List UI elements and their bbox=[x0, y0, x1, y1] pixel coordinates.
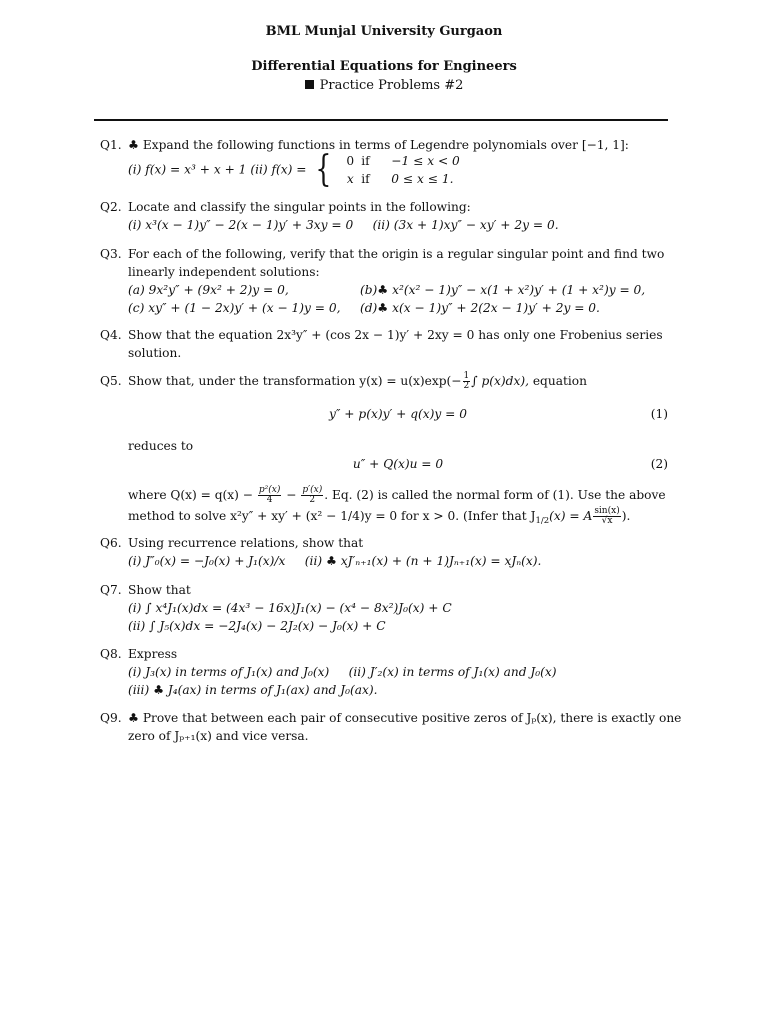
question-text: where Q(x) = q(x) − bbox=[128, 488, 254, 502]
question-text: . Eq. (2) is called the normal form of (1). Use the above bbox=[324, 488, 666, 502]
minus-sign: − bbox=[286, 488, 297, 502]
equation-number: (1) bbox=[650, 407, 668, 421]
question-label: Q8. bbox=[100, 647, 122, 661]
part-a: (a) 9x²y″ + (9x² + 2)y = 0, bbox=[128, 283, 289, 297]
fraction bbox=[463, 372, 471, 391]
piece-if: if bbox=[361, 172, 370, 186]
question-7 bbox=[100, 581, 675, 635]
piece-row bbox=[339, 152, 460, 170]
question-text: Show that bbox=[128, 583, 191, 597]
equation-text: u″ + Q(x)u = 0 bbox=[352, 457, 444, 471]
university-title: BML Munjal University Gurgaon bbox=[265, 24, 503, 39]
club-icon: ♣ bbox=[128, 711, 139, 725]
part-b: (b)♣ x²(x² − 1)y″ − x(1 + x²)y′ + (1 + x²)y = 0, bbox=[360, 283, 646, 297]
question-text: Prove that between each pair of consecutive positive zeros of Jₚ(x), there is exactly one bbox=[142, 711, 682, 725]
question-2 bbox=[100, 198, 675, 234]
question-label: Q9. bbox=[100, 711, 122, 725]
subtitle-text: Practice Problems #2 bbox=[319, 78, 464, 93]
equation-text: y″ + p(x)y′ + q(x)y = 0 bbox=[329, 407, 467, 421]
part-i: (i) ∫ x⁴J₁(x)dx = (4x³ − 16x)J₁(x) − (x⁴ − 8x²)J₀(x) + C bbox=[128, 601, 452, 615]
question-label: Q6. bbox=[100, 536, 122, 550]
club-icon: ♣ bbox=[128, 138, 139, 152]
fraction-numerator: p²(x) bbox=[258, 485, 281, 495]
question-label: Q1. bbox=[100, 138, 122, 152]
equation-1 bbox=[128, 405, 668, 423]
fraction-numerator: 1 bbox=[463, 371, 470, 381]
question-8 bbox=[100, 645, 675, 699]
fraction-numerator: sin(x) bbox=[594, 506, 620, 516]
part-ii: (ii) (3x + 1)xy″ − xy′ + 2y = 0. bbox=[372, 218, 559, 232]
question-text: reduces to bbox=[128, 439, 194, 453]
integral: ∫ p(x)dx), bbox=[471, 374, 529, 388]
part-i: (i) f(x) = x³ + x + 1 bbox=[128, 162, 247, 177]
question-text: linearly independent solutions: bbox=[128, 265, 320, 279]
header bbox=[0, 22, 768, 93]
question-label: Q7. bbox=[100, 583, 122, 597]
question-text: Expand the following functions in terms of Legendre polynomials over [−1, 1]: bbox=[142, 138, 629, 152]
fraction-denominator: 4 bbox=[266, 495, 273, 505]
part-c: (c) xy″ + (1 − 2x)y′ + (x − 1)y = 0, bbox=[128, 301, 341, 315]
brace-icon: { bbox=[315, 149, 332, 190]
question-text: equation bbox=[532, 374, 587, 388]
question-label: Q3. bbox=[100, 247, 122, 261]
question-text: For each of the following, verify that the origin is a regular singular point and find two bbox=[128, 247, 665, 261]
course-title: Differential Equations for Engineers bbox=[251, 59, 517, 74]
question-text: Express bbox=[128, 647, 178, 661]
question-text: Show that the equation 2x³y″ + (cos 2x − 1)y′ + 2xy = 0 has only one Frobenius series bbox=[128, 328, 663, 342]
question-label: Q5. bbox=[100, 374, 122, 388]
piece-if: if bbox=[361, 154, 370, 168]
equation-number: (2) bbox=[650, 457, 668, 471]
part-ii: (ii) ♣ xJ′ₙ₊₁(x) + (n + 1)Jₙ₊₁(x) = xJₙ(x). bbox=[304, 554, 542, 568]
fraction bbox=[301, 486, 323, 505]
question-1 bbox=[100, 136, 675, 188]
fraction-denominator: 2 bbox=[309, 495, 316, 505]
piece-row bbox=[339, 170, 460, 188]
part-ii: (ii) ∫ J₅(x)dx = −2J₄(x) − 2J₂(x) − J₀(x) + C bbox=[128, 619, 386, 633]
question-text: method to solve x²y″ + xy′ + (x² − 1/4)y = 0 for x > 0. (Infer that J bbox=[128, 509, 536, 523]
fraction bbox=[593, 507, 620, 526]
question-text: zero of Jₚ₊₁(x) and vice versa. bbox=[128, 729, 309, 743]
fraction bbox=[258, 486, 281, 505]
part-i: (i) J₃(x) in terms of J₁(x) and J₀(x) bbox=[128, 665, 330, 679]
question-label: Q2. bbox=[100, 200, 122, 214]
divider bbox=[94, 119, 668, 121]
question-6 bbox=[100, 534, 675, 570]
question-4 bbox=[100, 326, 675, 362]
square-bullet-icon bbox=[305, 80, 314, 89]
question-text: ). bbox=[621, 509, 631, 523]
fraction-denominator: 2 bbox=[463, 381, 470, 391]
question-text: (x) = A bbox=[549, 509, 593, 523]
part-ii: (ii) J′₂(x) in terms of J₁(x) and J₀(x) bbox=[348, 665, 557, 679]
fraction-denominator: √x bbox=[601, 516, 613, 526]
part-iii: (iii) ♣ J₄(ax) in terms of J₁(ax) and J₀(ax). bbox=[128, 683, 378, 697]
part-i: (i) J″₀(x) = −J₀(x) + J₁(x)/x bbox=[128, 554, 286, 568]
equation-2 bbox=[128, 455, 668, 473]
fraction-numerator: p′(x) bbox=[302, 485, 323, 495]
piece-condition: 0 ≤ x ≤ 1. bbox=[391, 172, 454, 186]
part-i: (i) x³(x − 1)y″ − 2(x − 1)y′ + 3xy = 0 bbox=[128, 218, 354, 232]
question-label: Q4. bbox=[100, 328, 122, 342]
question-text: Show that, under the transformation y(x) = u(x)exp bbox=[128, 374, 447, 388]
paren: (− bbox=[446, 374, 462, 388]
question-5 bbox=[100, 372, 675, 530]
subtitle bbox=[0, 78, 768, 93]
part-ii-lhs: (ii) f(x) = bbox=[250, 162, 307, 177]
piece-value: x bbox=[346, 172, 354, 186]
question-text: solution. bbox=[128, 346, 182, 360]
piecewise-function bbox=[310, 149, 460, 190]
question-3 bbox=[100, 245, 675, 317]
piece-condition: −1 ≤ x < 0 bbox=[391, 154, 460, 168]
piece-value: 0 bbox=[346, 154, 355, 168]
question-9 bbox=[100, 709, 682, 745]
subscript: 1/2 bbox=[535, 516, 550, 526]
question-text: Locate and classify the singular points in the following: bbox=[128, 200, 471, 214]
question-text: Using recurrence relations, show that bbox=[128, 536, 364, 550]
part-d: (d)♣ x(x − 1)y″ + 2(2x − 1)y′ + 2y = 0. bbox=[360, 301, 600, 315]
